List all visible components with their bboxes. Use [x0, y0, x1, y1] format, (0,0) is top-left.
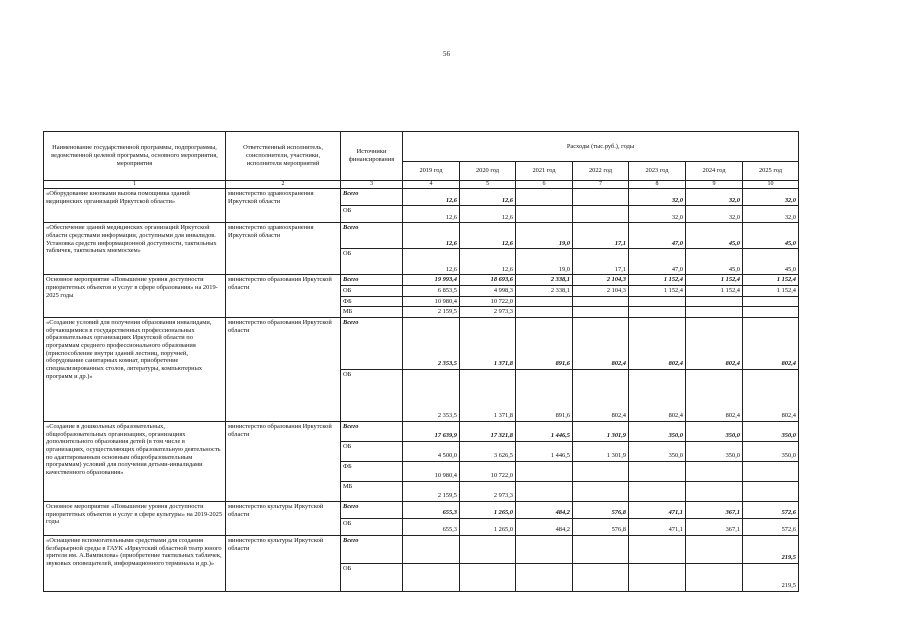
- amount-cell: 17 639,9: [403, 421, 460, 441]
- amount-cell: 47,0: [629, 223, 686, 249]
- table-row: [44, 223, 799, 249]
- amount-cell: 802,4: [629, 369, 686, 421]
- header-year: 2021 год: [516, 162, 573, 181]
- column-number: 2: [226, 181, 341, 189]
- amount-cell: [629, 481, 686, 501]
- amount-cell: 1 152,4: [686, 285, 743, 296]
- header-expenses: Расходы (тыс.руб.), годы: [403, 132, 799, 162]
- amount-cell: [516, 189, 573, 206]
- budget-table: [43, 131, 799, 592]
- amount-cell: 2 353,5: [403, 369, 460, 421]
- amount-cell: 19,0: [516, 249, 573, 275]
- amount-cell: 32,0: [629, 206, 686, 223]
- amount-cell: [516, 296, 573, 307]
- amount-cell: [743, 296, 799, 307]
- amount-cell: [516, 307, 573, 318]
- amount-cell: 1 152,4: [686, 275, 743, 286]
- amount-cell: 32,0: [743, 189, 799, 206]
- amount-cell: 2 338,1: [516, 285, 573, 296]
- funding-source-cell: ОБ: [341, 563, 403, 591]
- column-number: 9: [686, 181, 743, 189]
- funding-source-cell: ОБ: [341, 285, 403, 296]
- funding-source-cell: ОБ: [341, 206, 403, 223]
- header-year: 2022 год: [573, 162, 629, 181]
- program-name-cell: «Оборудование кнопками вызова помощника зданий медицинских организаций Иркутской области»: [44, 189, 226, 223]
- program-name-cell: «Создание условий для получения образования инвалидами, обучающимися в государственных профессиональных образовательных организациях Иркутской области по программам среднего профессионального образования (приспособление внутри зданий лестниц, поручней, оборудование санитарных комнат, приобретение специализированных столов, литературы, компьютерных программ и др.)»: [44, 317, 226, 421]
- program-name-cell: Основное мероприятие «Повышение уровня доступности приоритетных объектов и услуг в сфере культуры» на 2019-2025 годы: [44, 501, 226, 535]
- amount-cell: 4 500,0: [403, 441, 460, 461]
- table-row: [44, 275, 799, 286]
- amount-cell: [629, 296, 686, 307]
- amount-cell: 802,4: [573, 317, 629, 369]
- amount-cell: 350,0: [743, 441, 799, 461]
- amount-cell: [460, 535, 516, 563]
- amount-cell: [743, 481, 799, 501]
- amount-cell: 655,3: [403, 501, 460, 518]
- amount-cell: 12,6: [403, 249, 460, 275]
- amount-cell: 2 159,5: [403, 481, 460, 501]
- amount-cell: 10 980,4: [403, 461, 460, 481]
- amount-cell: 1 301,9: [573, 421, 629, 441]
- amount-cell: 350,0: [686, 441, 743, 461]
- amount-cell: 802,4: [573, 369, 629, 421]
- amount-cell: 1 152,4: [629, 285, 686, 296]
- amount-cell: 3 626,5: [460, 441, 516, 461]
- funding-source-cell: Всего: [341, 317, 403, 369]
- amount-cell: 655,3: [403, 518, 460, 535]
- executor-cell: министерство образования Иркутской области: [226, 421, 341, 501]
- amount-cell: 802,4: [743, 369, 799, 421]
- amount-cell: [629, 563, 686, 591]
- amount-cell: 32,0: [743, 206, 799, 223]
- amount-cell: 1 152,4: [629, 275, 686, 286]
- column-number: 8: [629, 181, 686, 189]
- amount-cell: 19,0: [516, 223, 573, 249]
- amount-cell: 484,2: [516, 518, 573, 535]
- amount-cell: 32,0: [686, 189, 743, 206]
- amount-cell: [573, 307, 629, 318]
- amount-cell: 576,8: [573, 518, 629, 535]
- funding-source-cell: ОБ: [341, 369, 403, 421]
- amount-cell: [573, 481, 629, 501]
- amount-cell: 572,6: [743, 501, 799, 518]
- amount-cell: 12,6: [460, 223, 516, 249]
- amount-cell: [686, 563, 743, 591]
- amount-cell: 891,6: [516, 369, 573, 421]
- amount-cell: 45,0: [686, 223, 743, 249]
- amount-cell: 1 446,5: [516, 421, 573, 441]
- funding-source-cell: ОБ: [341, 518, 403, 535]
- amount-cell: 19 993,4: [403, 275, 460, 286]
- amount-cell: 1 265,0: [460, 501, 516, 518]
- amount-cell: 1 301,9: [573, 441, 629, 461]
- funding-source-cell: МБ: [341, 307, 403, 318]
- table-row: [44, 501, 799, 518]
- amount-cell: [573, 206, 629, 223]
- amount-cell: [573, 535, 629, 563]
- amount-cell: 10 722,0: [460, 296, 516, 307]
- amount-cell: 350,0: [629, 441, 686, 461]
- column-number: 6: [516, 181, 573, 189]
- amount-cell: [516, 481, 573, 501]
- amount-cell: 219,5: [743, 535, 799, 563]
- amount-cell: 471,1: [629, 501, 686, 518]
- table-row: [44, 317, 799, 369]
- executor-cell: министерство здравоохранения Иркутской области: [226, 189, 341, 223]
- amount-cell: 471,1: [629, 518, 686, 535]
- amount-cell: 10 980,4: [403, 296, 460, 307]
- amount-cell: 350,0: [686, 421, 743, 441]
- amount-cell: 802,4: [686, 369, 743, 421]
- program-name-cell: «Создание в дошкольных образовательных, общеобразовательных организациях, организациях дополнительного образования детей (в том числе в организациях, осуществляющих образовательную деятельность по адаптированным основным общеобразовательным программам) условий для получения детьми-инвалидами качественного образования»: [44, 421, 226, 501]
- table-row: [44, 421, 799, 441]
- amount-cell: [686, 296, 743, 307]
- amount-cell: 45,0: [743, 249, 799, 275]
- amount-cell: 17,1: [573, 223, 629, 249]
- amount-cell: [460, 563, 516, 591]
- amount-cell: 10 722,0: [460, 461, 516, 481]
- amount-cell: 12,6: [460, 249, 516, 275]
- amount-cell: [686, 535, 743, 563]
- amount-cell: 17,1: [573, 249, 629, 275]
- program-name-cell: Основное мероприятие «Повышение уровня доступности приоритетных объектов и услуг в сфере образования» на 2019-2025 годы: [44, 275, 226, 318]
- amount-cell: 1 152,4: [743, 275, 799, 286]
- amount-cell: 4 998,3: [460, 285, 516, 296]
- amount-cell: [686, 461, 743, 481]
- header-source: Источники финансирования: [341, 132, 403, 181]
- amount-cell: [629, 307, 686, 318]
- amount-cell: [573, 461, 629, 481]
- column-number: 7: [573, 181, 629, 189]
- amount-cell: 802,4: [629, 317, 686, 369]
- amount-cell: 2 973,3: [460, 307, 516, 318]
- funding-source-cell: Всего: [341, 275, 403, 286]
- amount-cell: [686, 481, 743, 501]
- amount-cell: 2 104,3: [573, 285, 629, 296]
- amount-cell: [629, 535, 686, 563]
- amount-cell: 350,0: [743, 421, 799, 441]
- amount-cell: 1 446,5: [516, 441, 573, 461]
- amount-cell: 2 973,3: [460, 481, 516, 501]
- amount-cell: [573, 296, 629, 307]
- amount-cell: 367,1: [686, 518, 743, 535]
- column-number: 4: [403, 181, 460, 189]
- amount-cell: 32,0: [686, 206, 743, 223]
- column-number: 1: [44, 181, 226, 189]
- amount-cell: [573, 563, 629, 591]
- amount-cell: [629, 461, 686, 481]
- amount-cell: 45,0: [686, 249, 743, 275]
- amount-cell: 12,6: [460, 189, 516, 206]
- funding-source-cell: ФБ: [341, 461, 403, 481]
- executor-cell: министерство культуры Иркутской области: [226, 501, 341, 535]
- program-name-cell: «Обеспечение зданий медицинских организаций Иркутской области средствами информации, доступными для инвалидов. Установка средств информационной доступности, тактильных табличек, тактильных мнемосхем»: [44, 223, 226, 275]
- amount-cell: 1 371,8: [460, 369, 516, 421]
- funding-source-cell: ОБ: [341, 249, 403, 275]
- amount-cell: 17 321,8: [460, 421, 516, 441]
- header-year: 2023 год: [629, 162, 686, 181]
- funding-source-cell: Всего: [341, 421, 403, 441]
- amount-cell: 350,0: [629, 421, 686, 441]
- executor-cell: министерство образования Иркутской области: [226, 317, 341, 421]
- amount-cell: 6 853,5: [403, 285, 460, 296]
- table-row: [44, 535, 799, 563]
- amount-cell: 12,6: [460, 206, 516, 223]
- column-number: 5: [460, 181, 516, 189]
- amount-cell: 2 338,1: [516, 275, 573, 286]
- header-year: 2019 год: [403, 162, 460, 181]
- amount-cell: 47,0: [629, 249, 686, 275]
- header-year: 2025 год: [743, 162, 799, 181]
- table-row: [44, 189, 799, 206]
- amount-cell: 2 104,3: [573, 275, 629, 286]
- executor-cell: министерство культуры Иркутской области: [226, 535, 341, 591]
- header-program: Наименование государственной программы, подпрограммы, ведомственной целевой программы, основного мероприятия, мероприятия: [44, 132, 226, 181]
- funding-source-cell: ОБ: [341, 441, 403, 461]
- funding-source-cell: ФБ: [341, 296, 403, 307]
- amount-cell: 2 159,5: [403, 307, 460, 318]
- amount-cell: 484,2: [516, 501, 573, 518]
- funding-source-cell: Всего: [341, 223, 403, 249]
- amount-cell: 891,6: [516, 317, 573, 369]
- funding-source-cell: Всего: [341, 501, 403, 518]
- executor-cell: министерство образования Иркутской области: [226, 275, 341, 318]
- column-number: 3: [341, 181, 403, 189]
- amount-cell: 12,6: [403, 189, 460, 206]
- amount-cell: [516, 206, 573, 223]
- header-year: 2020 год: [460, 162, 516, 181]
- amount-cell: [743, 307, 799, 318]
- amount-cell: 1 152,4: [743, 285, 799, 296]
- amount-cell: 802,4: [743, 317, 799, 369]
- amount-cell: 367,1: [686, 501, 743, 518]
- amount-cell: [403, 563, 460, 591]
- amount-cell: 1 371,8: [460, 317, 516, 369]
- amount-cell: [743, 461, 799, 481]
- amount-cell: [516, 563, 573, 591]
- amount-cell: [516, 535, 573, 563]
- page-number: 56: [443, 50, 450, 58]
- header-executor: Ответственный исполнитель, соисполнители, участники, исполнители мероприятий: [226, 132, 341, 181]
- amount-cell: 12,6: [403, 223, 460, 249]
- amount-cell: 802,4: [686, 317, 743, 369]
- funding-source-cell: Всего: [341, 535, 403, 563]
- amount-cell: [516, 461, 573, 481]
- amount-cell: [686, 307, 743, 318]
- program-name-cell: «Оснащение вспомогательными средствами для создания безбарьерной среды в ГАУК «Иркутский областной театр юного зрителя им. А.Вампилова» (приобретение тактильных табличек, звуковых оповещателей, информационного терминала и др.)»: [44, 535, 226, 591]
- amount-cell: 1 265,0: [460, 518, 516, 535]
- column-number: 10: [743, 181, 799, 189]
- amount-cell: 576,8: [573, 501, 629, 518]
- funding-source-cell: МБ: [341, 481, 403, 501]
- amount-cell: 45,0: [743, 223, 799, 249]
- amount-cell: 18 693,6: [460, 275, 516, 286]
- table-body: [44, 189, 799, 592]
- amount-cell: 219,5: [743, 563, 799, 591]
- amount-cell: [573, 189, 629, 206]
- funding-source-cell: Всего: [341, 189, 403, 206]
- header-year: 2024 год: [686, 162, 743, 181]
- amount-cell: 572,6: [743, 518, 799, 535]
- amount-cell: 12,6: [403, 206, 460, 223]
- amount-cell: [403, 535, 460, 563]
- amount-cell: 2 353,5: [403, 317, 460, 369]
- amount-cell: 32,0: [629, 189, 686, 206]
- executor-cell: министерство здравоохранения Иркутской области: [226, 223, 341, 275]
